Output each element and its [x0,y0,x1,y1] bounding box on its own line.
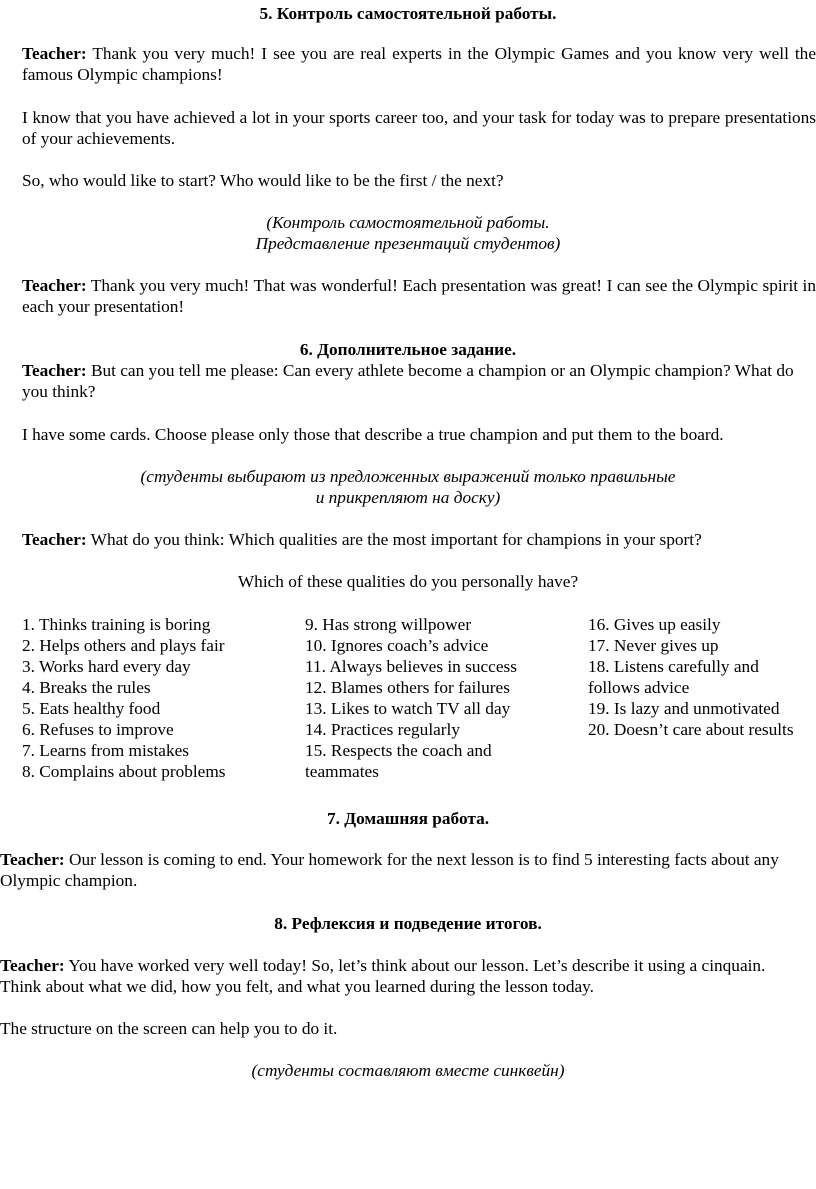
list-item: teammates [305,762,379,781]
section-5-note-line-1: (Контроль самостоятельной работы. [266,213,550,232]
teacher-label: Teacher: [22,530,87,549]
list-item: 8. Complains about problems [22,762,226,781]
section-5-paragraph-2: I know that you have achieved a lot in your sports career too, and your task for today was to prepare presentations of your achievements. [22,108,816,148]
section-6-heading: 6. Дополнительное задание. [299,340,517,359]
list-item: 20. Doesn’t care about results [588,720,794,739]
list-item: 14. Practices regularly [305,720,460,739]
list-item: 9. Has strong willpower [305,615,472,634]
list-item: 5. Eats healthy food [22,699,161,718]
section-6-teacher-paragraph-3 [22,529,816,550]
teacher-label: Teacher: [22,44,87,63]
section-6-note-line-2: и прикрепляют на доску) [315,488,501,507]
list-item: 19. Is lazy and unmotivated [588,699,780,718]
teacher-label: Teacher: [0,850,65,869]
section-5-teacher-paragraph-1 [22,43,816,85]
qualities-column-2 [305,614,517,782]
list-item: 11. Always believes in success [305,657,517,676]
list-item: follows advice [588,678,690,697]
paragraph-text: What do you think: Which qualities are the most important for champions in your sport? [86,530,702,549]
paragraph-text: Thank you very much! I see you are real experts in the Olympic Games and you know very well the famous Olympic champions! [22,44,816,84]
section-5-heading: 5. Контроль самостоятельной работы. [259,4,557,23]
list-item: 15. Respects the coach and [305,741,492,760]
section-6-note-line-1: (студенты выбирают из предложенных выражений только правильные [140,467,676,486]
qualities-column-3 [588,614,794,740]
section-6-teacher-paragraph-1 [22,360,816,402]
list-item: 12. Blames others for failures [305,678,510,697]
section-8-teacher-paragraph-1 [0,955,770,997]
section-8-paragraph-2: The structure on the screen can help you to do it. [0,1019,338,1038]
list-item: 1. Thinks training is boring [22,615,211,634]
section-6-paragraph-2: I have some cards. Choose please only those that describe a true champion and put them to the board. [22,425,724,444]
section-7-heading: 7. Домашняя работа. [326,809,490,828]
section-8-note: (студенты составляют вместе синквейн) [251,1061,565,1080]
list-item: 17. Never gives up [588,636,719,655]
section-8-heading: 8. Рефлексия и подведение итогов. [274,914,542,933]
list-item: 18. Listens carefully and [588,657,759,676]
list-item: 4. Breaks the rules [22,678,151,697]
paragraph-text: Our lesson is coming to end. Your homework for the next lesson is to find 5 interesting facts about any Olympic champion. [0,850,779,890]
list-item: 6. Refuses to improve [22,720,174,739]
section-5-paragraph-3: So, who would like to start? Who would like to be the first / the next? [22,171,504,190]
list-item: 2. Helps others and plays fair [22,636,225,655]
teacher-label: Teacher: [0,956,65,975]
section-5-note-line-2: Представление презентаций студентов) [255,234,561,253]
list-item: 10. Ignores coach’s advice [305,636,489,655]
section-6-paragraph-4: Which of these qualities do you personally have? [237,572,579,591]
list-item: 3. Works hard every day [22,657,191,676]
teacher-label: Teacher: [22,361,87,380]
paragraph-text: But can you tell me please: Can every athlete become a champion or an Olympic champion? What do you think? [22,361,794,401]
section-5-teacher-paragraph-4 [22,275,816,317]
teacher-label: Teacher: [22,276,87,295]
list-item: 7. Learns from mistakes [22,741,190,760]
section-7-teacher-paragraph-1 [0,849,810,891]
list-item: 16. Gives up easily [588,615,721,634]
list-item: 13. Likes to watch TV all day [305,699,511,718]
paragraph-text: You have worked very well today! So, let’s think about our lesson. Let’s describe it using a cinquain. Think about what we did, how you felt, and what you learned during the lesson today. [0,956,766,996]
paragraph-text: Thank you very much! That was wonderful! Each presentation was great! I can see the Olympic spirit in each your presentation! [22,276,816,316]
qualities-column-1 [22,614,226,782]
